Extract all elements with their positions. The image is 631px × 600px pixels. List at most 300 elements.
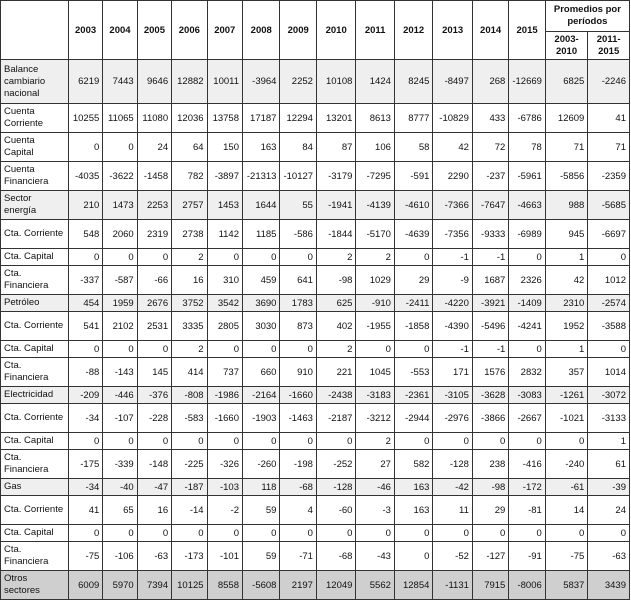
value-cell: -4610 [394,191,432,220]
value-cell: 71 [545,133,588,162]
value-cell: 0 [207,433,242,450]
value-cell: 1142 [207,220,242,249]
value-cell: -46 [356,479,394,496]
row-label: Cta. Corriente [1,496,69,525]
value-cell: -1 [433,249,473,266]
value-cell: -107 [103,404,137,433]
value-cell: 1 [545,249,588,266]
value-cell: 210 [68,191,102,220]
value-cell: 9646 [137,60,171,104]
corner-cell [1,1,69,60]
value-cell: -3212 [356,404,394,433]
value-cell: 2060 [103,220,137,249]
value-cell: 3439 [588,571,630,600]
value-cell: -808 [172,387,207,404]
value-cell: -43 [356,542,394,571]
value-cell: 2676 [137,295,171,312]
value-cell: 2319 [137,220,171,249]
value-cell: -7295 [356,162,394,191]
value-cell: -337 [68,266,102,295]
table-row [1,133,630,162]
value-cell: -587 [103,266,137,295]
value-cell: -209 [68,387,102,404]
value-cell: -91 [509,542,545,571]
value-cell: -1941 [316,191,356,220]
value-cell: -1858 [394,312,432,341]
value-cell: 65 [103,496,137,525]
value-cell: 0 [137,433,171,450]
value-cell: -1660 [207,404,242,433]
value-cell: -4663 [509,191,545,220]
value-cell: 0 [68,249,102,266]
value-cell: 0 [472,525,508,542]
value-cell: -128 [316,479,356,496]
value-cell: -1 [433,341,473,358]
value-cell: -34 [68,479,102,496]
value-cell: -2 [207,496,242,525]
table-row [1,162,630,191]
value-cell: -9 [433,266,473,295]
row-label: Gas [1,479,69,496]
table-row [1,341,630,358]
value-cell: 163 [394,496,432,525]
value-cell: 0 [103,341,137,358]
value-cell: -1955 [356,312,394,341]
value-cell: -75 [545,542,588,571]
value-cell: 0 [472,433,508,450]
value-cell: 625 [316,295,356,312]
value-cell: 0 [243,249,280,266]
table-row [1,571,630,600]
value-cell: 5970 [103,571,137,600]
value-cell: 1029 [356,266,394,295]
value-cell: 1185 [243,220,280,249]
row-label: Cta. Corriente [1,404,69,433]
averages-header: Promedios por períodos [545,1,629,32]
value-cell: -4220 [433,295,473,312]
value-cell: -3628 [472,387,508,404]
table-row [1,450,630,479]
value-cell: 11080 [137,104,171,133]
value-cell: 55 [280,191,316,220]
value-cell: 0 [172,433,207,450]
value-cell: 0 [137,525,171,542]
row-label: Cta. Capital [1,249,69,266]
year-header: 2012 [394,1,432,60]
value-cell: 1959 [103,295,137,312]
value-cell: -60 [316,496,356,525]
value-cell: 2253 [137,191,171,220]
value-cell: -88 [68,358,102,387]
year-header: 2007 [207,1,242,60]
value-cell: 2 [356,433,394,450]
value-cell: -1 [472,341,508,358]
value-cell: -63 [137,542,171,571]
value-cell: 1 [545,341,588,358]
value-cell: -172 [509,479,545,496]
value-cell: 12854 [394,571,432,600]
value-cell: 1473 [103,191,137,220]
value-cell: 0 [243,433,280,450]
value-cell: 5837 [545,571,588,600]
value-cell: 0 [103,433,137,450]
value-cell: -198 [280,450,316,479]
value-cell: 16 [137,496,171,525]
row-label: Cta. Capital [1,341,69,358]
value-cell: 0 [394,542,432,571]
value-cell: 7915 [472,571,508,600]
value-cell: -3083 [509,387,545,404]
table-row [1,295,630,312]
value-cell: 3752 [172,295,207,312]
value-cell: -2976 [433,404,473,433]
value-cell: 0 [394,525,432,542]
row-label: Sector energía [1,191,69,220]
table-row [1,266,630,295]
value-cell: 171 [433,358,473,387]
value-cell: 0 [509,525,545,542]
value-cell: 12049 [316,571,356,600]
value-cell: 310 [207,266,242,295]
value-cell: -5496 [472,312,508,341]
value-cell: 6009 [68,571,102,600]
row-label: Cuenta Capital [1,133,69,162]
value-cell: -553 [394,358,432,387]
average-period-header: 2003- 2010 [545,32,588,60]
value-cell: 0 [545,433,588,450]
value-cell: 13758 [207,104,242,133]
value-cell: -98 [316,266,356,295]
value-cell: 1014 [588,358,630,387]
value-cell: 12294 [280,104,316,133]
value-cell: 0 [280,525,316,542]
value-cell: 84 [280,133,316,162]
value-cell: 2 [356,249,394,266]
value-cell: -1458 [137,162,171,191]
value-cell: 357 [545,358,588,387]
row-label: Balance cambiario nacional [1,60,69,104]
value-cell: 782 [172,162,207,191]
year-header: 2013 [433,1,473,60]
value-cell: -2411 [394,295,432,312]
value-cell: 548 [68,220,102,249]
year-header: 2009 [280,1,316,60]
table-row [1,525,630,542]
value-cell: 2738 [172,220,207,249]
value-cell: 1453 [207,191,242,220]
value-cell: -3866 [472,404,508,433]
value-cell: 59 [243,496,280,525]
value-cell: 10255 [68,104,102,133]
value-cell: 0 [68,133,102,162]
value-cell: -228 [137,404,171,433]
value-cell: -52 [433,542,473,571]
row-label: Cta. Financiera [1,358,69,387]
value-cell: -68 [280,479,316,496]
table-row [1,496,630,525]
value-cell: 2 [172,341,207,358]
value-cell: -2359 [588,162,630,191]
row-label: Cta. Corriente [1,312,69,341]
row-label: Cta. Financiera [1,266,69,295]
value-cell: 6825 [545,60,588,104]
value-cell: -1903 [243,404,280,433]
value-cell: -1844 [316,220,356,249]
value-cell: -1 [472,249,508,266]
value-cell: 2310 [545,295,588,312]
value-cell: 8245 [394,60,432,104]
value-cell: 0 [280,341,316,358]
value-cell: -4639 [394,220,432,249]
value-cell: -2164 [243,387,280,404]
year-header: 2008 [243,1,280,60]
value-cell: -446 [103,387,137,404]
value-cell: -10829 [433,104,473,133]
value-cell: -10127 [280,162,316,191]
value-cell: 737 [207,358,242,387]
value-cell: 0 [137,341,171,358]
value-cell: 10011 [207,60,242,104]
value-cell: -2187 [316,404,356,433]
value-cell: 0 [509,341,545,358]
value-cell: 12609 [545,104,588,133]
value-cell: -7366 [433,191,473,220]
value-cell: -101 [207,542,242,571]
value-cell: 13201 [316,104,356,133]
year-header: 2014 [472,1,508,60]
value-cell: -128 [433,450,473,479]
value-cell: 1576 [472,358,508,387]
value-cell: -5170 [356,220,394,249]
value-cell: -34 [68,404,102,433]
value-cell: 873 [280,312,316,341]
value-cell: -1409 [509,295,545,312]
value-cell: -61 [545,479,588,496]
value-cell: 1644 [243,191,280,220]
row-label: Cta. Financiera [1,542,69,571]
value-cell: 0 [172,525,207,542]
value-cell: -3133 [588,404,630,433]
value-cell: 61 [588,450,630,479]
value-cell: 42 [545,266,588,295]
value-cell: 11065 [103,104,137,133]
value-cell: 0 [509,249,545,266]
value-cell: 910 [280,358,316,387]
value-cell: 1424 [356,60,394,104]
value-cell: 87 [316,133,356,162]
value-cell: -42 [433,479,473,496]
value-cell: 0 [137,249,171,266]
value-cell: -3072 [588,387,630,404]
value-cell: -103 [207,479,242,496]
row-label: Otros sectores [1,571,69,600]
table-row [1,60,630,104]
value-cell: -252 [316,450,356,479]
value-cell: 14 [545,496,588,525]
value-cell: -98 [472,479,508,496]
value-cell: -4035 [68,162,102,191]
value-cell: 2 [172,249,207,266]
value-cell: 0 [545,525,588,542]
value-cell: 59 [243,542,280,571]
row-label: Cuenta Corriente [1,104,69,133]
value-cell: 0 [588,525,630,542]
value-cell: 10125 [172,571,207,600]
value-cell: 8613 [356,104,394,133]
value-cell: 72 [472,133,508,162]
row-label: Cuenta Financiera [1,162,69,191]
value-cell: -3 [356,496,394,525]
value-cell: -1986 [207,387,242,404]
value-cell: 12036 [172,104,207,133]
value-cell: -2438 [316,387,356,404]
value-cell: 2 [316,341,356,358]
value-cell: 24 [137,133,171,162]
value-cell: 106 [356,133,394,162]
value-cell: -14 [172,496,207,525]
value-cell: -2574 [588,295,630,312]
value-cell: -225 [172,450,207,479]
value-cell: -5608 [243,571,280,600]
value-cell: 0 [243,341,280,358]
value-cell: 163 [243,133,280,162]
value-cell: 268 [472,60,508,104]
table-row [1,479,630,496]
value-cell: -71 [280,542,316,571]
value-cell: -173 [172,542,207,571]
year-header: 2006 [172,1,207,60]
value-cell: -2361 [394,387,432,404]
value-cell: -6989 [509,220,545,249]
value-cell: 641 [280,266,316,295]
header-row [1,1,630,32]
value-cell: -4139 [356,191,394,220]
value-cell: 0 [68,525,102,542]
value-cell: -66 [137,266,171,295]
value-cell: 150 [207,133,242,162]
value-cell: 0 [316,433,356,450]
value-cell: 2805 [207,312,242,341]
value-cell: -40 [103,479,137,496]
value-cell: -1021 [545,404,588,433]
value-cell: -148 [137,450,171,479]
value-cell: 8777 [394,104,432,133]
value-cell: 2531 [137,312,171,341]
row-label: Electricidad [1,387,69,404]
value-cell: 17187 [243,104,280,133]
value-cell: -8006 [509,571,545,600]
value-cell: 402 [316,312,356,341]
value-cell: -586 [280,220,316,249]
table-row [1,312,630,341]
value-cell: 71 [588,133,630,162]
value-cell: 0 [588,249,630,266]
value-cell: 5562 [356,571,394,600]
value-cell: 16 [172,266,207,295]
value-cell: 2102 [103,312,137,341]
value-cell: -260 [243,450,280,479]
value-cell: 0 [207,249,242,266]
table-row [1,220,630,249]
value-cell: -63 [588,542,630,571]
value-cell: -127 [472,542,508,571]
value-cell: -3183 [356,387,394,404]
value-cell: -910 [356,295,394,312]
value-cell: 0 [394,249,432,266]
year-header: 2010 [316,1,356,60]
table-row [1,249,630,266]
year-header: 2005 [137,1,171,60]
value-cell: 0 [394,341,432,358]
value-cell: -2944 [394,404,432,433]
value-cell: 3542 [207,295,242,312]
value-cell: 29 [472,496,508,525]
value-cell: 6219 [68,60,102,104]
value-cell: 0 [356,525,394,542]
value-cell: -12669 [509,60,545,104]
value-cell: -240 [545,450,588,479]
value-cell: 8558 [207,571,242,600]
value-cell: 1045 [356,358,394,387]
table-row [1,387,630,404]
value-cell: -7356 [433,220,473,249]
value-cell: -4241 [509,312,545,341]
value-cell: -3622 [103,162,137,191]
value-cell: -237 [472,162,508,191]
value-cell: -2667 [509,404,545,433]
value-cell: 459 [243,266,280,295]
value-cell: -591 [394,162,432,191]
value-cell: -1261 [545,387,588,404]
value-cell: -187 [172,479,207,496]
value-cell: 221 [316,358,356,387]
value-cell: 12882 [172,60,207,104]
value-cell: -1131 [433,571,473,600]
value-cell: 433 [472,104,508,133]
value-cell: -3588 [588,312,630,341]
value-cell: 3335 [172,312,207,341]
value-cell: 0 [103,249,137,266]
value-cell: 0 [103,133,137,162]
value-cell: -75 [68,542,102,571]
value-cell: 24 [588,496,630,525]
value-cell: -9333 [472,220,508,249]
value-cell: 0 [243,525,280,542]
year-header: 2011 [356,1,394,60]
value-cell: 0 [207,525,242,542]
value-cell: -3964 [243,60,280,104]
value-cell: 2252 [280,60,316,104]
table-row [1,542,630,571]
value-cell: 988 [545,191,588,220]
year-header: 2004 [103,1,137,60]
value-cell: 238 [472,450,508,479]
value-cell: 118 [243,479,280,496]
value-cell: 2832 [509,358,545,387]
table-row [1,104,630,133]
value-cell: 0 [433,525,473,542]
value-cell: -1660 [280,387,316,404]
year-header: 2015 [509,1,545,60]
value-cell: -81 [509,496,545,525]
value-cell: 41 [68,496,102,525]
value-cell: 582 [394,450,432,479]
value-cell: 1783 [280,295,316,312]
year-header: 2003 [68,1,102,60]
value-cell: 10108 [316,60,356,104]
value-cell: -339 [103,450,137,479]
value-cell: 0 [356,341,394,358]
